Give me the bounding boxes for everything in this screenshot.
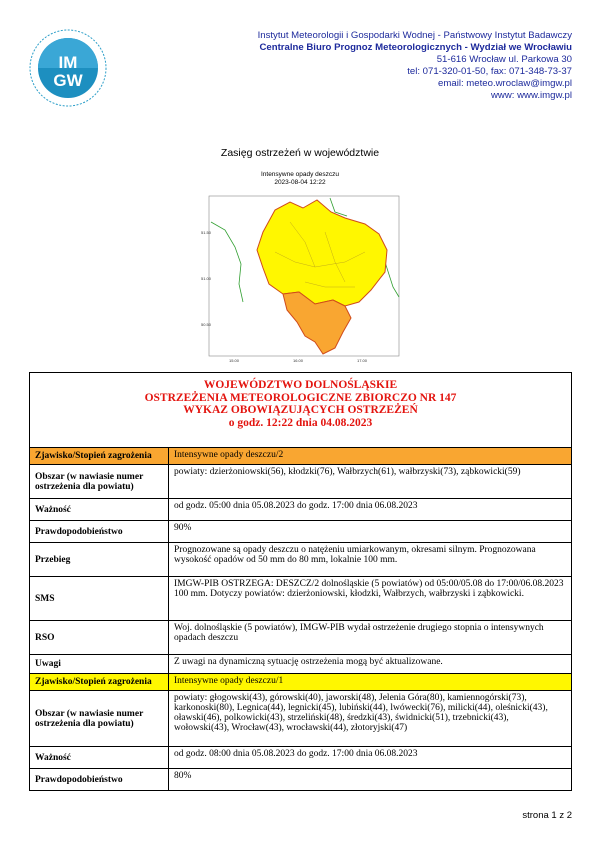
w2-obszar: powiaty: głogowski(43), górowski(40), jaworski(48), Jelenia Góra(80), kamiennogórski(73), karkonoski(80), Legnica(44), legnicki(45), lubiński(44), lwówecki(76), milicki(44), oleśnicki(43), oławski(46), polkowicki(43), strzeliński(48), średzki(43), świdnicki(51), trzebnicki(43), wołowski(43), Wrocław(43), wrocławski(44), złotoryjski(47): [169, 691, 572, 747]
table-row: [30, 691, 572, 747]
warnings-table: [29, 372, 572, 791]
lat-label-3: 50.50: [201, 322, 212, 327]
w1-zjawisko: Intensywne opady deszczu/2: [169, 448, 572, 465]
lat-label-1: 51.50: [201, 230, 212, 235]
table-row: [30, 674, 572, 691]
map-datetime: 2023-08-04 12:22: [274, 179, 326, 186]
w1-rso: Woj. dolnośląskie (5 powiatów), IMGW-PIB wydał ostrzeżenie drugiego stopnia o intensywnych opadach deszczu: [169, 621, 572, 655]
label-obszar-2: Obszar (w nawiasie numer ostrzeżenia dla powiatu): [30, 691, 169, 747]
table-row: [30, 655, 572, 674]
table-row: [30, 499, 572, 521]
label-waznosc-2: Ważność: [30, 747, 169, 769]
title-list: WYKAZ OBOWIĄZUJĄCYCH OSTRZEŻEŃ: [183, 404, 418, 416]
office-name: Centralne Biuro Prognoz Meteorologicznych - Wydział we Wrocławiu: [259, 42, 572, 53]
w1-obszar: powiaty: dzierżoniowski(56), kłodzki(76), Wałbrzych(61), wałbrzyski(73), ząbkowicki(59): [169, 465, 572, 499]
phone-fax: tel: 071-320-01-50, fax: 071-348-73-37: [407, 66, 572, 77]
table-row: [30, 465, 572, 499]
label-rso: RSO: [30, 621, 169, 655]
title-voivodeship: WOJEWÓDZTWO DOLNOŚLĄSKIE: [203, 379, 398, 391]
table-row: [30, 448, 572, 465]
institution-name: Instytut Meteorologii i Gospodarki Wodnej - Państwowy Instytut Badawczy: [257, 30, 572, 41]
label-waznosc: Ważność: [30, 499, 169, 521]
label-prawdopodobienstwo-2: Prawdopodobieństwo: [30, 769, 169, 791]
w1-prawdopodobienstwo: 90%: [169, 521, 572, 543]
label-uwagi: Uwagi: [30, 655, 169, 674]
lat-label-2: 51.00: [201, 276, 212, 281]
w2-prawdopodobienstwo: 80%: [169, 769, 572, 791]
label-obszar: Obszar (w nawiasie numer ostrzeżenia dla powiatu): [30, 465, 169, 499]
table-row: [30, 747, 572, 769]
table-row: [30, 521, 572, 543]
page-number: strona 1 z 2: [522, 810, 572, 821]
table-row: [30, 577, 572, 621]
label-przebieg: Przebieg: [30, 543, 169, 577]
table-title-row: [30, 373, 572, 448]
label-prawdopodobienstwo: Prawdopodobieństwo: [30, 521, 169, 543]
address: 51-616 Wrocław ul. Parkowa 30: [436, 54, 572, 65]
title-warnings: OSTRZEŻENIA METEOROLOGICZNE ZBIORCZO NR 147: [144, 391, 457, 404]
table-title: [30, 373, 572, 448]
label-zjawisko-2: Zjawisko/Stopień zagrożenia: [30, 674, 169, 691]
w1-uwagi: Z uwagi na dynamiczną sytuację ostrzeżenia mogą być aktualizowane.: [169, 655, 572, 674]
map-title: Zasięg ostrzeżeń w województwie: [220, 147, 380, 159]
title-time: o godz. 12:22 dnia 04.08.2023: [228, 416, 373, 429]
map-subtitle-block: [0, 171, 600, 187]
w1-waznosc: od godz. 05:00 dnia 05.08.2023 do godz. 17:00 dnia 06.08.2023: [169, 499, 572, 521]
table-row: [30, 621, 572, 655]
table-row: [30, 769, 572, 791]
lon-label-2: 16.00: [293, 358, 304, 363]
logo-text-bottom: GW: [53, 71, 83, 90]
lon-label-3: 17.00: [357, 358, 368, 363]
imgw-logo: [28, 28, 108, 108]
w2-waznosc: od godz. 08:00 dnia 05.08.2023 do godz. 17:00 dnia 06.08.2023: [169, 747, 572, 769]
w2-zjawisko: Intensywne opady deszczu/1: [169, 674, 572, 691]
website: www: www.imgw.pl: [490, 90, 572, 101]
w1-przebieg: Prognozowane są opady deszczu o natężeniu umiarkowanym, okresami silnym. Prognozowana wysokość opadów od 50 mm do 80 mm, lokalnie 100 mm.: [169, 543, 572, 577]
label-sms: SMS: [30, 577, 169, 621]
map-subtitle: Intensywne opady deszczu: [260, 171, 340, 178]
table-row: [30, 543, 572, 577]
lon-label-1: 15.00: [229, 358, 240, 363]
email: email: meteo.wroclaw@imgw.pl: [438, 78, 572, 89]
institution-header: [258, 30, 572, 102]
warning-map: [195, 192, 405, 364]
w1-sms: IMGW-PIB OSTRZEGA: DESZCZ/2 dolnośląskie (5 powiatów) od 05:00/05.08 do 17:00/06.08.2023 100 mm. Dotyczy powiatów: dzierżoniowski, kłodzki, Wałbrzych, wałbrzyski i ząbkowicki.: [169, 577, 572, 621]
label-zjawisko: Zjawisko/Stopień zagrożenia: [30, 448, 169, 465]
logo-text-top: IM: [58, 53, 78, 72]
